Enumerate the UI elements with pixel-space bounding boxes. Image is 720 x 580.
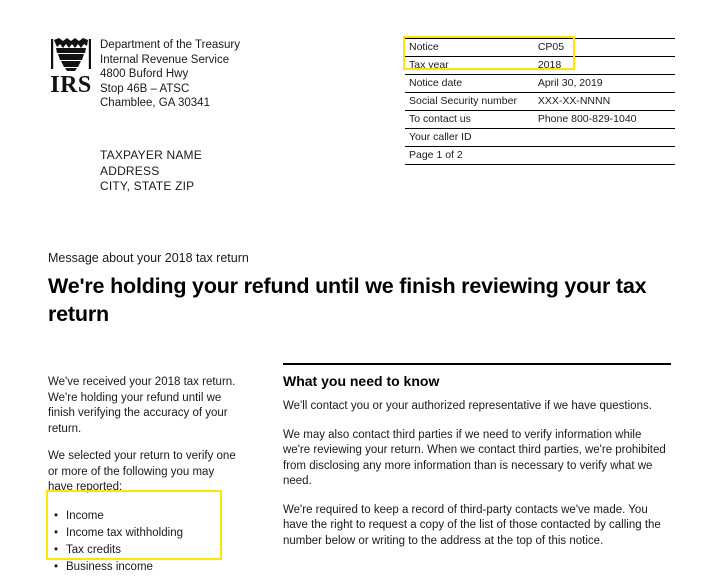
notice-value: XXX-XX-NNNN <box>534 93 675 111</box>
message-subject: Message about your 2018 tax return <box>48 251 249 265</box>
notice-label: Your caller ID <box>405 129 534 147</box>
table-row <box>405 147 675 165</box>
list-item: • Income tax withholding <box>66 525 240 542</box>
left-column <box>48 375 240 576</box>
left-paragraph: We've received your 2018 tax return. We're holding your refund until we finish verifying the accuracy of your return. <box>48 376 236 435</box>
notice-value <box>534 147 675 165</box>
table-row <box>405 111 675 129</box>
table-row <box>405 75 675 93</box>
agency-line: Stop 46B – ATSC <box>100 82 190 95</box>
table-row <box>405 129 675 147</box>
addressee-line: ADDRESS <box>100 163 160 178</box>
notice-value: CP05 <box>534 39 675 57</box>
page-title: We're holding your refund until we finish reviewing your tax return <box>48 274 647 326</box>
notice-value <box>534 129 675 147</box>
notice-value: 2018 <box>534 57 675 75</box>
list-item: • Income <box>66 508 240 525</box>
verification-items-list <box>48 508 240 576</box>
list-item: • Tax credits <box>66 542 240 559</box>
irs-seal-icon <box>51 36 91 72</box>
notice-value: April 30, 2019 <box>534 75 675 93</box>
table-row <box>405 93 675 111</box>
notice-label: Notice <box>405 39 534 57</box>
table-row <box>405 57 675 75</box>
right-paragraph: We'll contact you or your authorized representative if we have questions. <box>283 400 652 412</box>
notice-label: Tax year <box>405 57 534 75</box>
notice-label: Notice date <box>405 75 534 93</box>
page-indicator: Page 1 of 2 <box>405 147 534 165</box>
irs-wordmark: IRS <box>50 72 92 98</box>
notice-label: To contact us <box>405 111 534 129</box>
left-paragraph: We selected your return to verify one or more of the following you may have reported: <box>48 450 236 493</box>
agency-line: 4800 Buford Hwy <box>100 68 189 80</box>
section-divider <box>283 363 671 365</box>
addressee-block <box>100 148 202 195</box>
notice-label: Social Security number <box>405 93 534 111</box>
addressee-line: CITY, STATE ZIP <box>100 179 195 193</box>
notice-info-table <box>405 38 675 165</box>
agency-line: Internal Revenue Service <box>100 53 230 66</box>
agency-address <box>100 38 240 111</box>
table-row <box>405 39 675 57</box>
right-paragraph: We may also contact third parties if we need to verify information while we're reviewing your return. When we contact third parties, we're prohibited from disclosing any more information than is necessary to verify what we need. <box>283 428 666 487</box>
section-heading: What you need to know <box>283 373 440 389</box>
agency-line: Chamblee, GA 30341 <box>100 97 210 109</box>
notice-value: Phone 800-829-1040 <box>534 111 675 129</box>
list-item: • Business income <box>66 559 240 576</box>
right-paragraph: We're required to keep a record of third-party contacts we've made. You have the right to request a copy of the list of those contacted by calling the number below or writing to the address at the top of this notice. <box>283 503 661 547</box>
irs-logo <box>48 36 94 98</box>
right-column <box>283 363 671 562</box>
agency-line: Department of the Treasury <box>100 39 240 51</box>
addressee-line: TAXPAYER NAME <box>100 148 202 162</box>
